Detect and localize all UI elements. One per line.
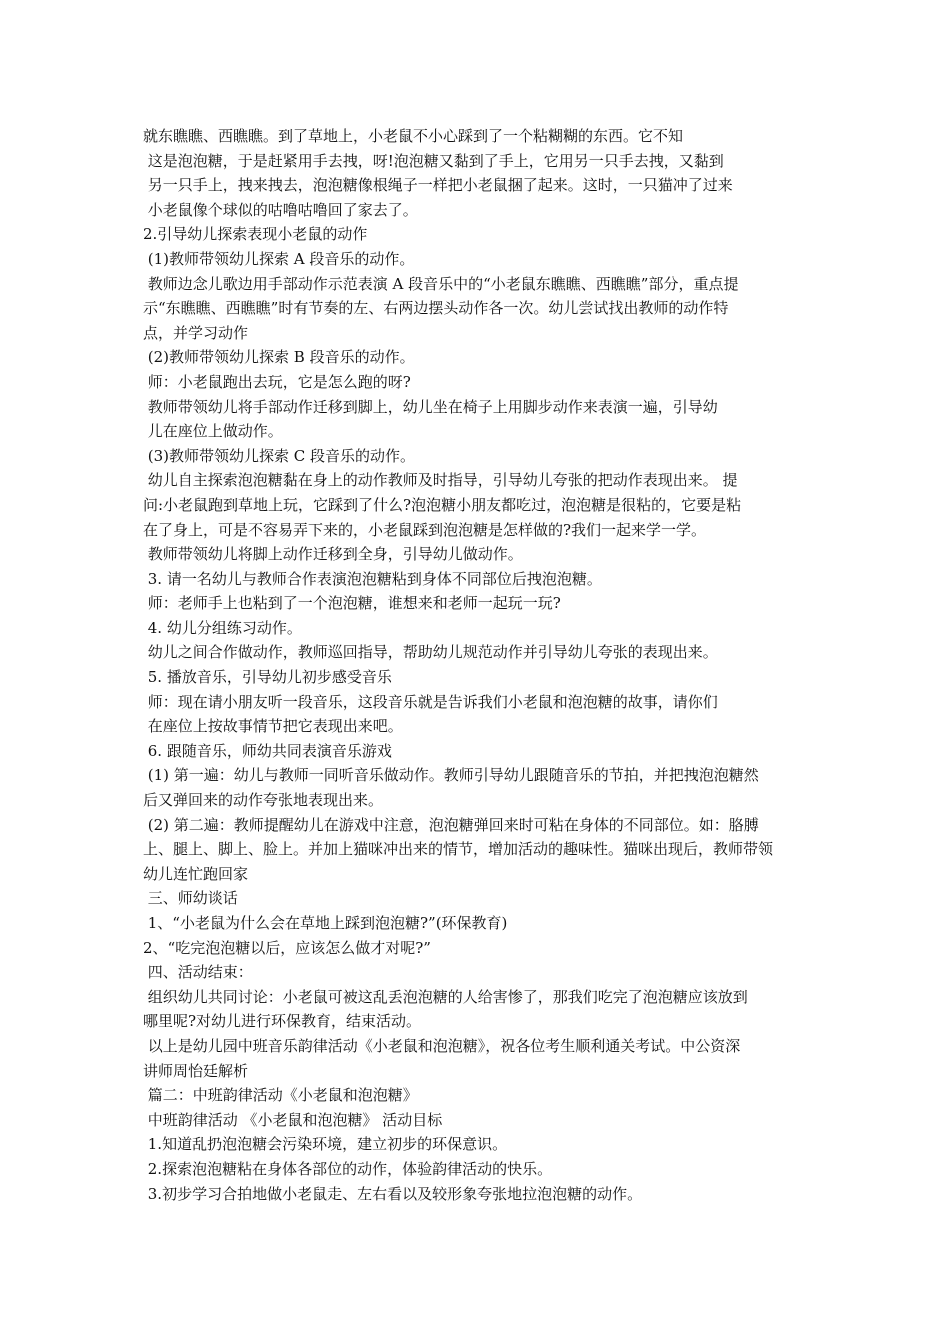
text-line: 3.初步学习合拍地做小老鼠走、左右看以及较形象夸张地拉泡泡糖的动作。 bbox=[143, 1184, 643, 1203]
text-line: 组织幼儿共同讨论：小老鼠可被这乱丢泡泡糖的人给害惨了，那我们吃完了泡泡糖应该放到 bbox=[143, 987, 748, 1006]
text-line: 点，并学习动作 bbox=[143, 323, 249, 342]
text-line: 后又弹回来的动作夸张地表现出来。 bbox=[143, 791, 384, 810]
section-heading: 2.引导幼儿探索表现小老鼠的动作 bbox=[143, 225, 368, 244]
text-line: 4. 幼儿分组练习动作。 bbox=[143, 618, 302, 637]
text-line: (1) 第一遍：幼儿与教师一同听音乐做动作。教师引导幼儿跟随音乐的节拍，并把拽泡泡糖然 bbox=[143, 766, 759, 785]
text-line: 这是泡泡糖，于是赶紧用手去拽，呀!泡泡糖又黏到了手上，它用另一只手去拽，又黏到 bbox=[143, 151, 724, 170]
text-line: 中班韵律活动 《小老鼠和泡泡糖》 活动目标 bbox=[143, 1110, 443, 1129]
text-line: 哪里呢?对幼儿进行环保教育，结束活动。 bbox=[143, 1012, 422, 1031]
text-line: 幼儿之间合作做动作，教师巡回指导，帮助幼儿规范动作并引导幼儿夸张的表现出来。 bbox=[143, 643, 718, 662]
text-line: 3. 请一名幼儿与教师合作表演泡泡糖粘到身体不同部位后拽泡泡糖。 bbox=[143, 569, 602, 588]
text-line: (3)教师带领幼儿探索 C 段音乐的动作。 bbox=[143, 446, 416, 465]
text-line: 师：小老鼠跑出去玩，它是怎么跑的呀? bbox=[143, 372, 411, 391]
text-line: 另一只手上，拽来拽去，泡泡糖像根绳子一样把小老鼠捆了起来。这时，一只猫冲了过来 bbox=[143, 176, 733, 195]
text-line: 教师带领幼儿将手部动作迁移到脚上，幼儿坐在椅子上用脚步动作来表演一遍，引导幼 bbox=[143, 397, 718, 416]
text-line: 教师边念儿歌边用手部动作示范表演 A 段音乐中的“小老鼠东瞧瞧、西瞧瞧”部分，重点提 bbox=[143, 274, 739, 293]
text-line: 幼儿自主探索泡泡糖黏在身上的动作教师及时指导，引导幼儿夸张的把动作表现出来。 提 bbox=[143, 471, 738, 490]
document-body bbox=[143, 124, 815, 1206]
text-line: 6. 跟随音乐，师幼共同表演音乐游戏 bbox=[143, 741, 392, 760]
text-line: 师：老师手上也粘到了一个泡泡糖，谁想来和老师一起玩一玩? bbox=[143, 594, 561, 613]
text-line: 讲师周怡廷解析 bbox=[143, 1061, 249, 1080]
text-line: 教师带领幼儿将脚上动作迁移到全身，引导幼儿做动作。 bbox=[143, 545, 523, 564]
text-line: 2.探索泡泡糖粘在身体各部位的动作，体验韵律活动的快乐。 bbox=[143, 1159, 553, 1178]
text-line: (1)教师带领幼儿探索 A 段音乐的动作。 bbox=[143, 249, 415, 268]
text-line: 5. 播放音乐，引导幼儿初步感受音乐 bbox=[143, 668, 392, 687]
section-heading: 三、师幼谈话 bbox=[143, 889, 238, 908]
text-line: 儿在座位上做动作。 bbox=[143, 422, 283, 441]
section-heading: 篇二：中班韵律活动《小老鼠和泡泡糖》 bbox=[143, 1086, 418, 1105]
text-line: (2)教师带领幼儿探索 B 段音乐的动作。 bbox=[143, 348, 415, 367]
text-line: 幼儿连忙跑回家 bbox=[143, 864, 249, 883]
text-line: 以上是幼儿园中班音乐韵律活动《小老鼠和泡泡糖》，祝各位考生顺利通关考试。中公资深 bbox=[143, 1036, 741, 1055]
section-heading: 四、活动结束： bbox=[143, 963, 253, 982]
text-line: 示“东瞧瞧、西瞧瞧”时有节奏的左、右两边摆头动作各一次。幼儿尝试找出教师的动作特 bbox=[143, 299, 729, 318]
text-line: 2、“吃完泡泡糖以后，应该怎么做才对呢?” bbox=[143, 938, 431, 957]
text-line: 上、腿上、脚上、脸上。并加上猫咪冲出来的情节，增加活动的趣味性。猫咪出现后，教师带领 bbox=[143, 840, 774, 859]
text-line: 1.知道乱扔泡泡糖会污染环境，建立初步的环保意识。 bbox=[143, 1135, 508, 1154]
text-line: 在座位上按故事情节把它表现出来吧。 bbox=[143, 717, 403, 736]
text-line: 小老鼠像个球似的咕噜咕噜回了家去了。 bbox=[143, 200, 418, 219]
text-line: 在了身上，可是不容易弄下来的，小老鼠踩到泡泡糖是怎样做的?我们一起来学一学。 bbox=[143, 520, 707, 539]
text-line: (2) 第二遍：教师提醒幼儿在游戏中注意，泡泡糖弹回来时可粘在身体的不同部位。如：胳膊 bbox=[143, 815, 759, 834]
text-line: 师：现在请小朋友听一段音乐，这段音乐就是告诉我们小老鼠和泡泡糖的故事，请你们 bbox=[143, 692, 718, 711]
text-line: 1、“小老鼠为什么会在草地上踩到泡泡糖?”(环保教育) bbox=[143, 914, 508, 932]
text-line: 问:小老鼠跑到草地上玩，它踩到了什么?泡泡糖小朋友都吃过，泡泡糖是很粘的，它要是粘 bbox=[143, 495, 742, 514]
text-line: 就东瞧瞧、西瞧瞧。到了草地上，小老鼠不小心踩到了一个粘糊糊的东西。它不知 bbox=[143, 127, 684, 145]
